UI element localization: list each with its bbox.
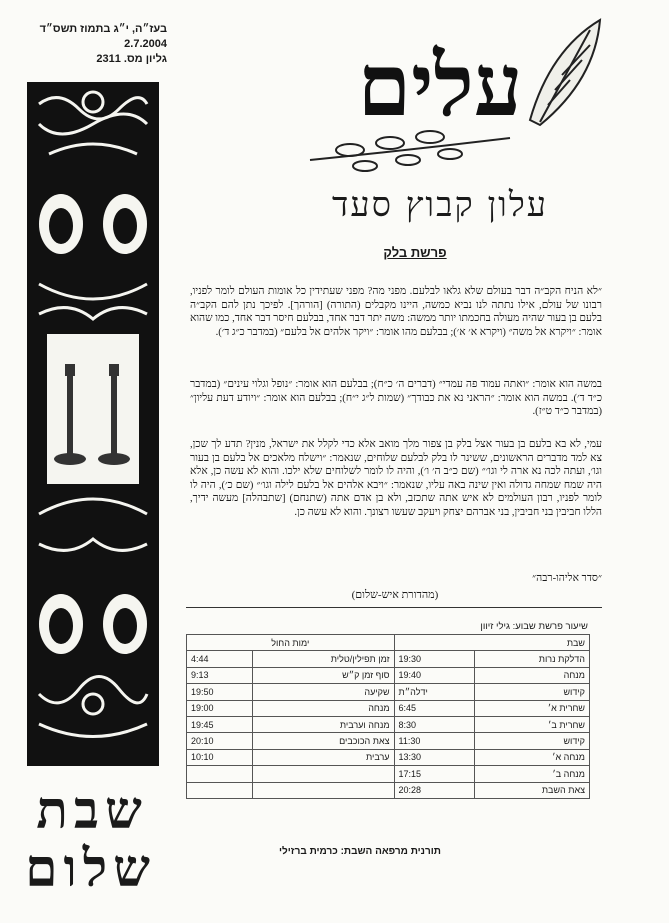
shabbat-label: קידוש bbox=[474, 684, 590, 700]
divider bbox=[186, 607, 602, 608]
article-paragraph-1: ״לא הניח הקב״ה דבר בעולם שלא גלאו לבלעם. מפני מה? מפני שעתידין כל אומות העולם לומר לפניו, רבונו של עולם, אילו נתתה לנו נביא כמשה, היינו מקבלים (התורה) [הורהך]. לפיכך נתן להם הקב״ה בלעם בן בעור שהיה מעולה בחכמתו יותר ממשה: משה יתר דבר אחד, בבלעם חיסר דבר אחד, כמו שהוא אומר: ״ויקרא אל משה״ (ויקרא א׳ א׳); בבלעם מהו אומר: ״ויקר אלהים אל בלעם״ (במדבר כ״ג ד׳). bbox=[189, 286, 602, 338]
shabbat-label: מנחה bbox=[474, 667, 590, 683]
shabbat-label: מנחה א׳ bbox=[474, 749, 590, 765]
shalom-word: שלום bbox=[25, 838, 156, 899]
shabbat-label: מנחה ב׳ bbox=[474, 766, 590, 782]
table-header-row bbox=[187, 635, 590, 651]
shabbat-time: 19:40 bbox=[394, 667, 474, 683]
shabbat-time: 13:30 bbox=[394, 749, 474, 765]
shabbat-label: קידוש bbox=[474, 733, 590, 749]
weekday-label: מנחה וערבית bbox=[252, 716, 394, 732]
weekday-label: מנחה bbox=[252, 700, 394, 716]
table-row bbox=[187, 716, 590, 732]
weekday-time: 19:50 bbox=[187, 684, 253, 700]
shabbat-time: 6:45 bbox=[394, 700, 474, 716]
leaf-branch-icon bbox=[290, 10, 610, 188]
newsletter-subtitle: עלון קבוץ סעד bbox=[331, 185, 549, 225]
shabbat-label: שחרית א׳ bbox=[474, 700, 590, 716]
weekday-time: 20:10 bbox=[187, 733, 253, 749]
weekday-label: זמן תפילין/טלית bbox=[252, 651, 394, 667]
parasha-title: פרשת בלק bbox=[383, 245, 447, 260]
issue-number: גליון מס. 2311 bbox=[96, 53, 167, 65]
weekday-label: שקיעה bbox=[252, 684, 394, 700]
table-row bbox=[187, 766, 590, 782]
weekday-time: 19:00 bbox=[187, 700, 253, 716]
shabbat-header: שבת bbox=[394, 635, 589, 651]
table-row bbox=[187, 733, 590, 749]
shabbat-time: ידלה״ת bbox=[394, 684, 474, 700]
article-paragraph-2: במשה הוא אומר: ״ואתה עמוד פה עמדי״ (דברים ה׳ כ״ח); בבלעם הוא אומר: ״נופל וגלוי עינים״ (במדבר כ״ד ד׳). במשה הוא אומר: ״הראני נא את כבודך״ (שמות ל״ג י״ח); בבלעם הוא אומר: ״ויודע דעת עליון״ (במדבר כ״ד ט״ז). bbox=[190, 379, 602, 418]
weekday-label bbox=[252, 782, 394, 798]
prayer-times-table bbox=[186, 634, 590, 799]
shabbat-time: 8:30 bbox=[394, 716, 474, 732]
weekday-header: ימות החול bbox=[187, 635, 395, 651]
edition-note: (מהדורת איש-שלום) bbox=[351, 589, 439, 601]
shabbat-time: 17:15 bbox=[394, 766, 474, 782]
issue-header bbox=[22, 22, 167, 67]
shiur-line: שיעור פרשת שבוע: גילי זיוון bbox=[480, 621, 588, 632]
newsletter-logo bbox=[290, 10, 610, 188]
table-row bbox=[187, 667, 590, 683]
weekday-time: 9:13 bbox=[187, 667, 253, 683]
article-paragraph-3: עמי, לא בא בלעם בן בעור אצל בלק בן צפור מלך מואב אלא כדי לקלל את ישראל, מנין? תדע לך שכן, צא למד מדברים הראשונים, ששינר לו בלק לבלעם שלוחים, שנאמר: ״וישלח מלאכים אל בלעם בן בעור וגו׳, ועתה לכה נא ארה לי וגו׳״ (שם כ״ב ה׳ ו׳), והיה לו לומר לשלוחים שלא ילכו. והוא לא עשה כן, אלא היה שמח שמחה גדולה ואין שינה באה עליו, שנאמר: ״ויבא אלהים אל בלעם לילה וגו׳״ (שם כ׳), היה לו לומר לפניו, רבון העולמים לא איש אתה שתכזב, ולא בן אדם אתה (שתנחם) [שתבהלה] מעשה ידיך, הללו חביבין בני חביבין, בני אברהם יצחק ויעקב שעשו רצונך. והוא לא עשה כן. bbox=[190, 439, 602, 518]
shabbat-time: 20:28 bbox=[394, 782, 474, 798]
weekday-time bbox=[187, 766, 253, 782]
weekday-label: צאת הכוכבים bbox=[252, 733, 394, 749]
weekday-label: סוף זמן ק״ש bbox=[252, 667, 394, 683]
table-row bbox=[187, 700, 590, 716]
issue-date: 2.7.2004 bbox=[124, 38, 167, 50]
weekday-time bbox=[187, 782, 253, 798]
table-row bbox=[187, 749, 590, 765]
shabbat-label: צאת השבת bbox=[474, 782, 590, 798]
weekday-time: 4:44 bbox=[187, 651, 253, 667]
table-row bbox=[187, 684, 590, 700]
issue-hebrew-date: בעז״ה, י״ג בתמוז תשס״ד bbox=[39, 23, 167, 35]
ornament-illustration bbox=[29, 84, 157, 764]
table-row bbox=[187, 651, 590, 667]
source-citation: ״סדר אליהו-רבה״ bbox=[532, 573, 602, 584]
shabbat-time: 11:30 bbox=[394, 733, 474, 749]
shabbat-shalom-title bbox=[25, 780, 156, 899]
weekday-time: 10:10 bbox=[187, 749, 253, 765]
ornamental-panel bbox=[27, 82, 159, 766]
weekday-label: ערבית bbox=[252, 749, 394, 765]
on-duty-nurse: תורנית מרפאה השבת: כרמית ברזילי bbox=[279, 846, 441, 857]
shabbat-word: שבת bbox=[36, 780, 148, 841]
weekday-time: 19:45 bbox=[187, 716, 253, 732]
shabbat-label: שחרית ב׳ bbox=[474, 716, 590, 732]
table-row bbox=[187, 782, 590, 798]
shabbat-time: 19:30 bbox=[394, 651, 474, 667]
weekday-label bbox=[252, 766, 394, 782]
shabbat-label: הדלקת נרות bbox=[474, 651, 590, 667]
logo-text: עלים bbox=[357, 35, 523, 136]
